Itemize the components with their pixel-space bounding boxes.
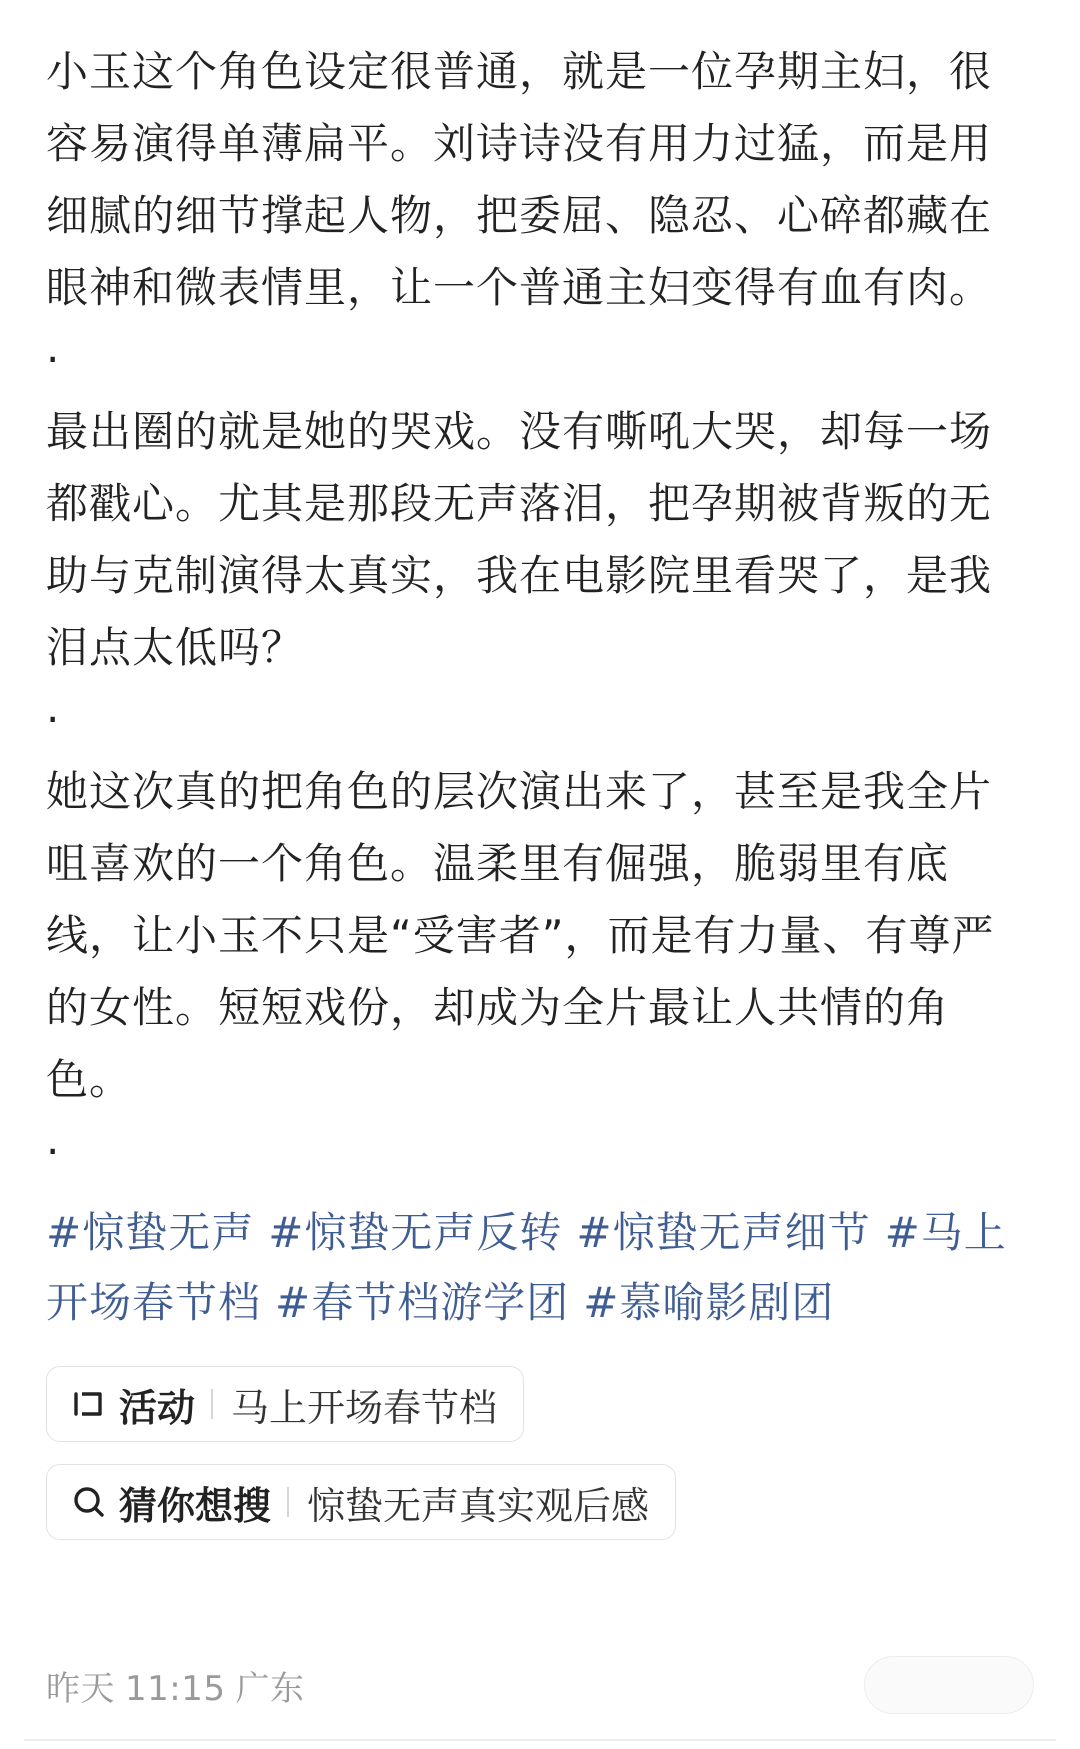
post-location: 广东 [235, 1668, 305, 1709]
chip-divider [287, 1487, 289, 1517]
separator-dot: · [46, 1127, 60, 1176]
hashtag-link[interactable]: #慕喻影剧团 [583, 1278, 835, 1327]
separator-dot: · [46, 695, 60, 744]
hashtag-link[interactable]: #马上开场春节档 [46, 1208, 1007, 1327]
guess-search-chip-label: 猜你想搜 [119, 1483, 272, 1528]
hashtag-link[interactable]: #惊蛰无声反转 [268, 1208, 563, 1257]
post-footer [46, 1650, 1034, 1720]
hashtag-link[interactable]: #惊蛰无声细节 [576, 1208, 871, 1257]
activity-icon [71, 1386, 107, 1422]
hashtag-link[interactable]: #惊蛰无声 [46, 1208, 255, 1257]
post-paragraph-1: 小玉这个角色设定很普通，就是一位孕期主妇，很容易演得单薄扁平。刘诗诗没有用力过猛，而是用细腻的细节撑起人物，把委屈、隐忍、心碎都藏在眼神和微表情里，让一个普通主妇变得有血有肉。 [46, 47, 993, 312]
activity-chip-value: 马上开场春节档 [231, 1385, 498, 1430]
post-date: 昨天 [46, 1668, 115, 1709]
activity-chip-label: 活动 [119, 1385, 196, 1430]
guess-search-chip[interactable] [46, 1464, 676, 1540]
guess-search-chip-value: 惊蛰无声真实观后感 [307, 1483, 650, 1528]
post-action-button[interactable] [864, 1656, 1034, 1714]
hashtag-link[interactable]: #春节档游学团 [275, 1278, 570, 1327]
post-paragraph-2: 最出圈的就是她的哭戏。没有嘶吼大哭，却每一场都戳心。尤其是那段无声落泪，把孕期被背叛的无助与克制演得太真实，我在电影院里看哭了，是我泪点太低吗？ [46, 407, 993, 672]
bottom-divider [24, 1739, 1056, 1741]
separator-dot: · [46, 335, 60, 384]
post-meta [46, 1661, 314, 1710]
search-icon [71, 1484, 107, 1520]
chip-divider [211, 1389, 213, 1419]
post-time: 11:15 [125, 1668, 226, 1709]
activity-chip[interactable] [46, 1366, 524, 1442]
hashtag-list [46, 1198, 1034, 1338]
post-paragraph-3: 她这次真的把角色的层次演出来了，甚至是我全片咀喜欢的一个角色。温柔里有倔强，脆弱里有底线，让小玉不只是“受害者”，而是有力量、有尊严的女性。短短戏份，却成为全片最让人共情的角色。 [46, 767, 995, 1104]
